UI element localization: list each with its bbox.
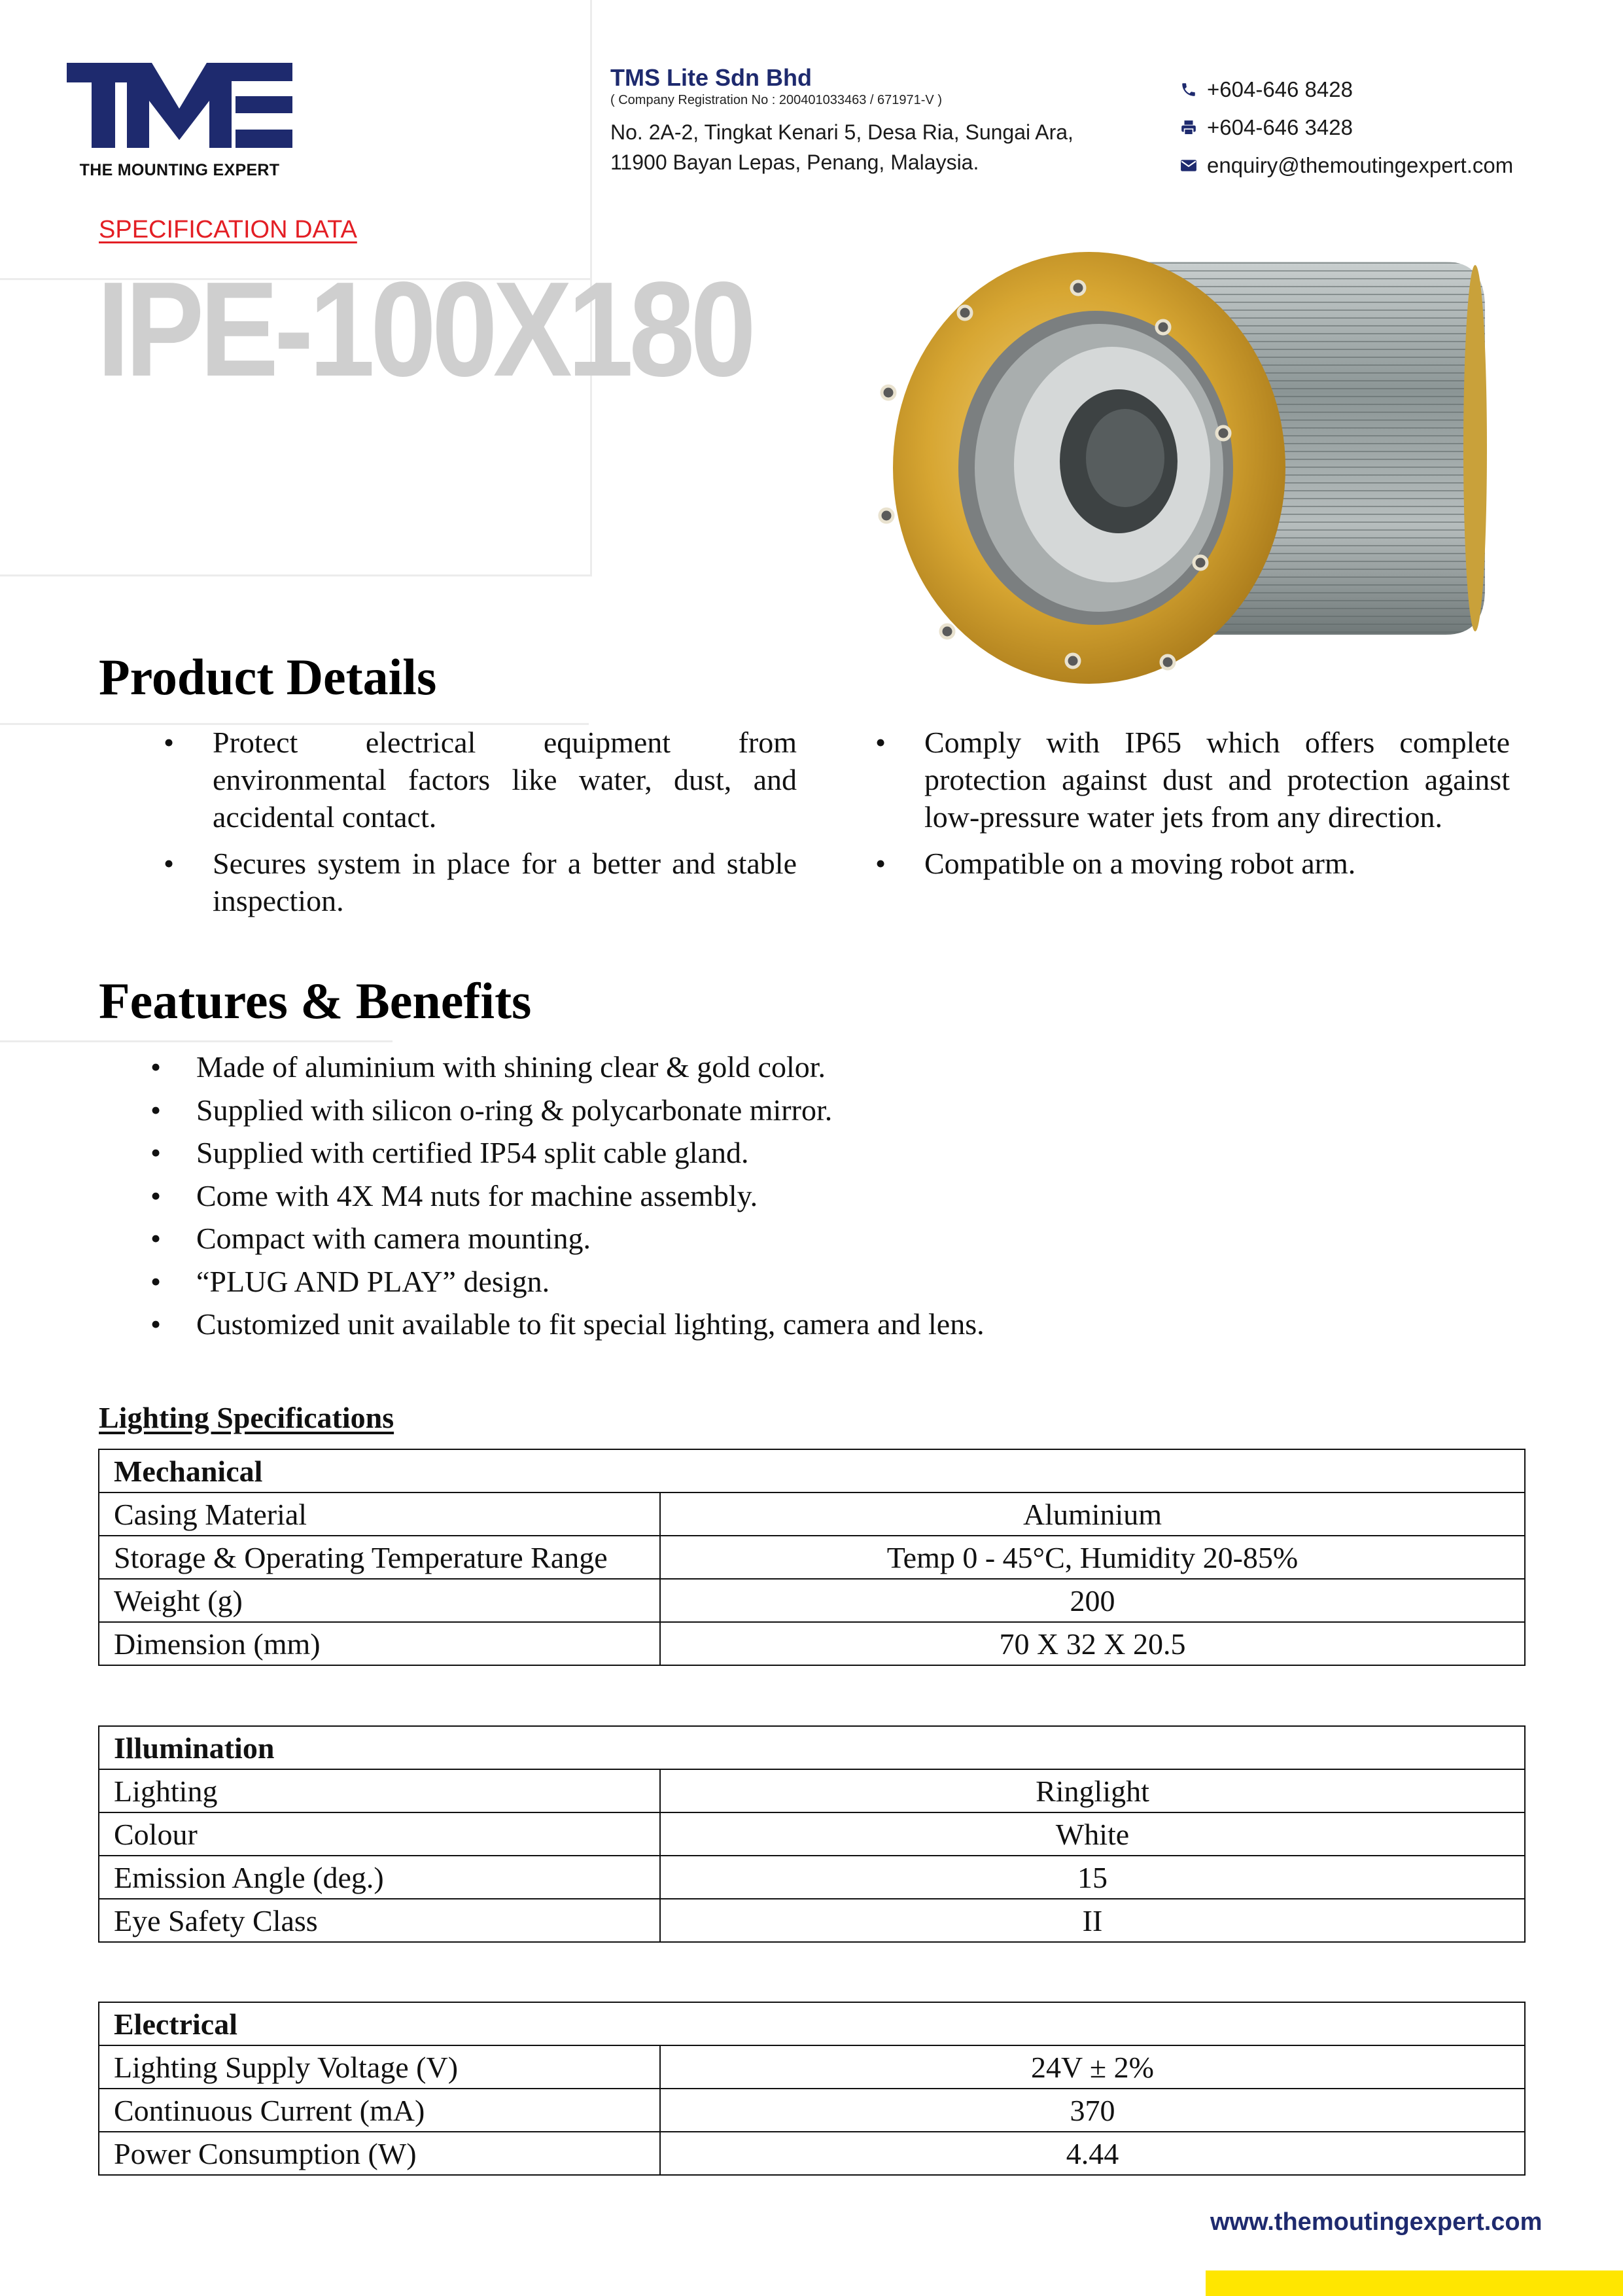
product-details-left-list [213, 724, 797, 928]
bg-line [0, 574, 592, 576]
list-item: • “PLUG AND PLAY” design. [196, 1260, 985, 1303]
phone-row [1179, 71, 1513, 109]
table-row [99, 1536, 1525, 1579]
model-number: IPE-100X180 [97, 254, 752, 404]
fax-printer-icon [1179, 118, 1198, 137]
table-header-row [99, 1726, 1525, 1769]
table-header: Mechanical [99, 1449, 1525, 1492]
spec-key: Storage & Operating Temperature Range [99, 1536, 660, 1579]
spec-key: Lighting [99, 1769, 660, 1812]
table-row [99, 2132, 1525, 2175]
address-line: No. 2A-2, Tingkat Kenari 5, Desa Ria, Sungai Ara, [610, 120, 1073, 144]
table-row [99, 1769, 1525, 1812]
table-header: Electrical [99, 2002, 1525, 2045]
electrical-table [98, 2002, 1526, 2176]
table-header-row [99, 1449, 1525, 1492]
spec-key: Colour [99, 1812, 660, 1856]
spec-value: 370 [660, 2089, 1525, 2132]
spec-key: Weight (g) [99, 1579, 660, 1622]
company-name: TMS Lite Sdn Bhd [610, 64, 812, 91]
company-registration: ( Company Registration No : 200401033463 / 671971-V ) [610, 93, 942, 107]
features-title: Features & Benefits [99, 972, 532, 1029]
list-item: • Compact with camera mounting. [196, 1217, 985, 1260]
table-row [99, 1492, 1525, 1536]
list-item: • Secures system in place for a better and stable inspection. [213, 845, 797, 919]
features-list [196, 1046, 985, 1346]
spec-value: 4.44 [660, 2132, 1525, 2175]
table-row [99, 1622, 1525, 1665]
spec-key: Casing Material [99, 1492, 660, 1536]
spec-value: White [660, 1812, 1525, 1856]
list-item: • Comply with IP65 which offers complete protection against dust and protection against low-pressure water jets from any direction. [924, 724, 1510, 836]
bg-line [0, 1040, 393, 1042]
address-line: 11900 Bayan Lepas, Penang, Malaysia. [610, 150, 979, 174]
list-item: • Customized unit available to fit special lighting, camera and lens. [196, 1303, 985, 1346]
contact-info [1179, 71, 1513, 185]
website-link[interactable]: www.themoutingexpert.com [1210, 2208, 1543, 2236]
list-item: • Made of aluminium with shining clear & gold color. [196, 1046, 985, 1089]
spec-key: Lighting Supply Voltage (V) [99, 2045, 660, 2089]
mechanical-table [98, 1449, 1526, 1666]
lighting-specifications-title: Lighting Specifications [99, 1401, 394, 1434]
table-header-row [99, 2002, 1525, 2045]
email-address: enquiry@themoutingexpert.com [1207, 153, 1514, 177]
spec-value: Temp 0 - 45°C, Humidity 20-85% [660, 1536, 1525, 1579]
company-address [610, 117, 1073, 177]
spec-key: Continuous Current (mA) [99, 2089, 660, 2132]
phone-icon [1179, 80, 1198, 99]
spec-value: II [660, 1899, 1525, 1942]
email-row [1179, 147, 1513, 185]
fax-row [1179, 109, 1513, 147]
spec-key: Emission Angle (deg.) [99, 1856, 660, 1899]
company-info [610, 64, 1073, 177]
table-row [99, 2089, 1525, 2132]
tme-logo-icon [67, 63, 292, 154]
illumination-table [98, 1725, 1526, 1943]
table-row [99, 1899, 1525, 1942]
product-details-right-list [924, 724, 1510, 891]
spec-value: Ringlight [660, 1769, 1525, 1812]
table-row [99, 1812, 1525, 1856]
fax-number: +604-646 3428 [1207, 115, 1353, 139]
spec-value: 15 [660, 1856, 1525, 1899]
spec-key: Power Consumption (W) [99, 2132, 660, 2175]
spec-value: 200 [660, 1579, 1525, 1622]
logo-subtitle: THE MOUNTING EXPERT [79, 161, 280, 179]
spec-key: Dimension (mm) [99, 1622, 660, 1665]
company-logo [67, 63, 292, 187]
list-item: • Protect electrical equipment from environmental factors like water, dust, and accidental contact. [213, 724, 797, 836]
table-row [99, 1579, 1525, 1622]
footer-accent-bar [1206, 2270, 1623, 2296]
spec-value: 70 X 32 X 20.5 [660, 1622, 1525, 1665]
product-enclosure-image [870, 236, 1498, 694]
specification-label: SPECIFICATION DATA [99, 216, 357, 243]
email-envelope-icon [1179, 156, 1198, 175]
spec-key: Eye Safety Class [99, 1899, 660, 1942]
spec-value: 24V ± 2% [660, 2045, 1525, 2089]
list-item: • Compatible on a moving robot arm. [924, 845, 1510, 882]
list-item: • Supplied with certified IP54 split cable gland. [196, 1131, 985, 1174]
list-item: • Supplied with silicon o-ring & polycarbonate mirror. [196, 1089, 985, 1132]
product-details-title: Product Details [99, 648, 437, 705]
spec-value: Aluminium [660, 1492, 1525, 1536]
table-row [99, 2045, 1525, 2089]
phone-number: +604-646 8428 [1207, 77, 1353, 101]
table-header: Illumination [99, 1726, 1525, 1769]
list-item: • Come with 4X M4 nuts for machine assembly. [196, 1174, 985, 1218]
table-row [99, 1856, 1525, 1899]
